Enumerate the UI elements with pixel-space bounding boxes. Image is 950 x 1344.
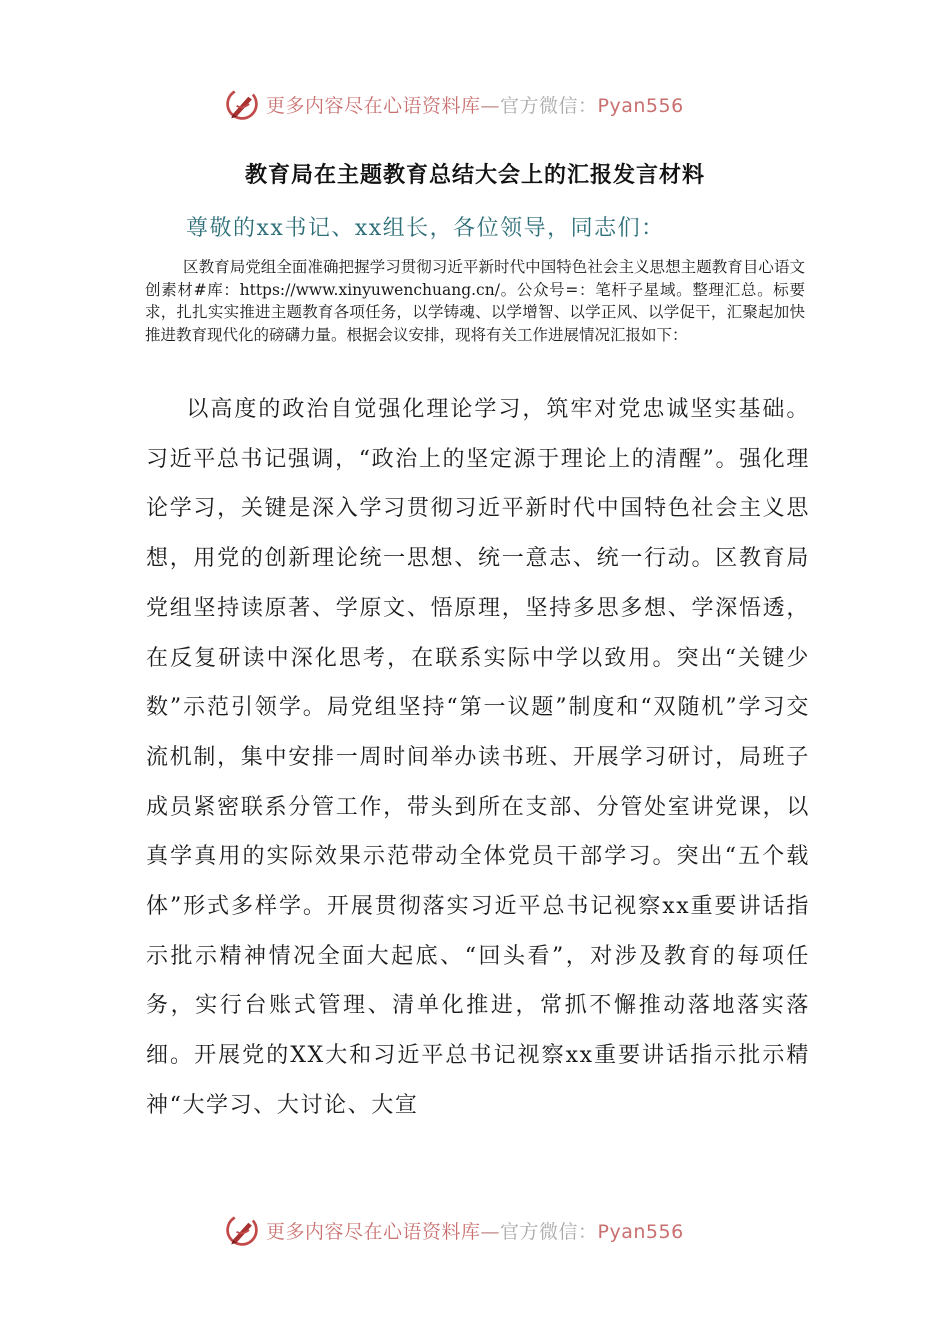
pen-logo-icon — [224, 1212, 260, 1248]
header-banner — [224, 84, 744, 124]
banner-separator: — — [480, 1220, 501, 1243]
banner-wechat-id: Pyan556 — [597, 1220, 684, 1243]
banner-text — [266, 1217, 684, 1244]
banner-wechat-label: 官方微信： — [500, 94, 598, 117]
banner-separator: — — [480, 94, 501, 117]
intro-paragraph — [145, 256, 805, 346]
banner-library-text: 更多内容尽在心语资料库 — [266, 1220, 481, 1243]
body-paragraph — [146, 385, 810, 1131]
banner-text — [266, 91, 684, 118]
banner-wechat-label: 官方微信： — [500, 1220, 598, 1243]
intro-text: 区教育局党组全面准确把握学习贯彻习近平新时代中国特色社会主义思想主题教育目心语文创素材#库：https://www.xinyuwenchuang.cn/。公众号=：笔杆子星域。整理汇总。标要求，扎扎实实推进主题教育各项任务，以学铸魂、以学增智、以学正风、以学促干，汇聚起加快推进教育现代化的磅礴力量。根据会议安排，现将有关工作进展情况汇报如下： — [145, 258, 805, 344]
document-title: 教育局在主题教育总结大会上的汇报发言材料 — [244, 163, 705, 188]
footer-banner — [224, 1210, 744, 1250]
banner-library-text: 更多内容尽在心语资料库 — [266, 94, 481, 117]
pen-logo-icon — [224, 86, 260, 122]
banner-wechat-id: Pyan556 — [597, 94, 684, 117]
salutation: 尊敬的xx书记、xx组长，各位领导，同志们： — [186, 216, 665, 241]
body-text: 以高度的政治自觉强化理论学习，筑牢对党忠诚坚实基础。习近平总书记强调，“政治上的坚定源于理论上的清醒”。强化理论学习，关键是深入学习贯彻习近平新时代中国特色社会主义思想，用党的创新理论统一思想、统一意志、统一行动。区教育局党组坚持读原著、学原文、悟原理，坚持多思多想、学深悟透，在反复研读中深化思考，在联系实际中学以致用。突出“关键少数”示范引领学。局党组坚持“第一议题”制度和“双随机”学习交流机制，集中安排一周时间举办读书班、开展学习研讨，局班子成员紧密联系分管工作，带头到所在支部、分管处室讲党课，以真学真用的实际效果示范带动全体党员干部学习。突出“五个载体”形式多样学。开展贯彻落实习近平总书记视察xx重要讲话指示批示精神情况全面大起底、“回头看”，对涉及教育的每项任务，实行台账式管理、清单化推进，常抓不懈推动落地落实落细。开展党的XX大和习近平总书记视察xx重要讲话指示批示精神“大学习、大讨论、大宣 — [146, 397, 810, 1118]
